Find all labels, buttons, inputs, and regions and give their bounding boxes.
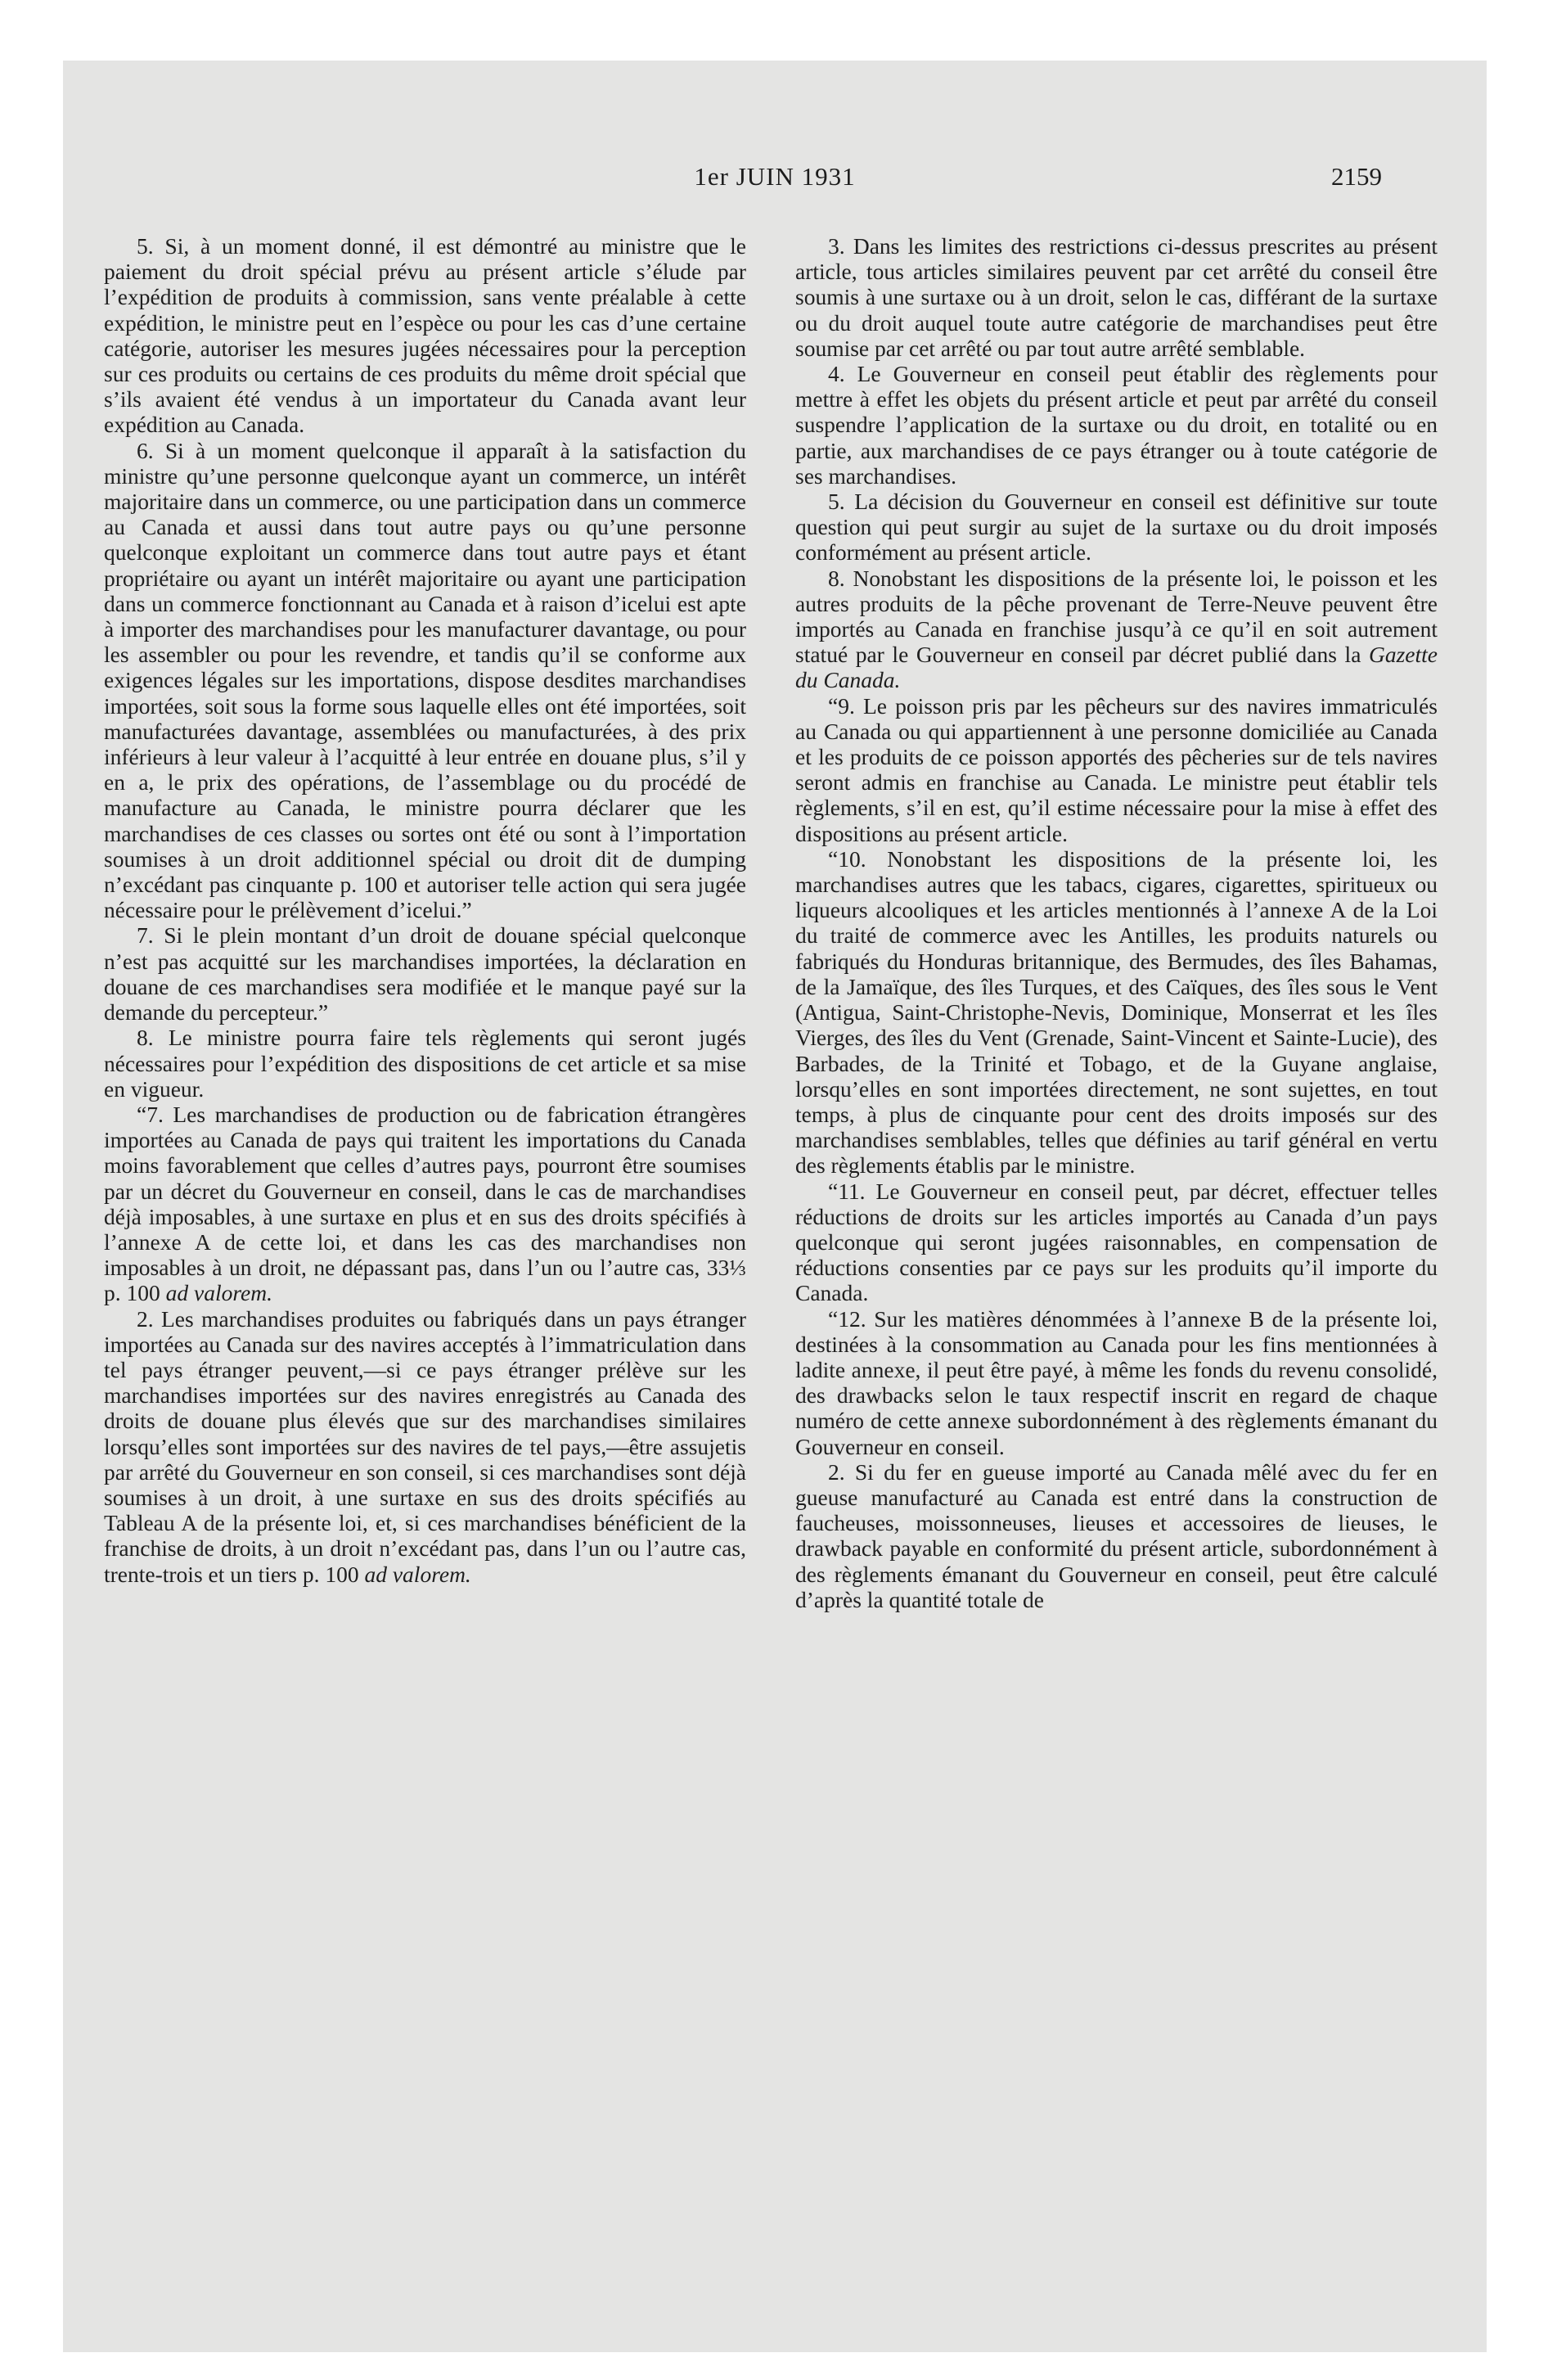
paragraph-text: 8. Nonobstant les dispositions de la présente loi, le poisson et les autres produits de la pêche provenant de Terre-Neuve peuvent être importés au Canada en franchise jusqu’à ce qu’il en soit autrement statué par le Gouverneur en conseil par décret publié dans la (795, 565, 1438, 668)
page-number: 2159 (1331, 162, 1382, 191)
paragraph: “10. Nonobstant les dispositions de la présente loi, les marchandises autres que les tabacs, cigares, cigarettes, spiritueux ou liqueurs alcooliques et les articles mentionnés à l’annexe A de la Loi du traité de commerce avec les Antilles, les produits naturels ou fabriqués du Honduras britannique, des Bermudes, des îles Bahamas, de la Jamaïque, des îles Turques, et des Caïques, des îles sous le Vent (Antigua, Saint-Christophe-Nevis, Dominique, Monserrat et les îles Vierges, des îles du Vent (Grenade, Saint-Vincent et Sainte-Lucie), des Barbades, de la Trinité et Tobago, et de la Guyane anglaise, lorsqu’elles en sont importées directement, ne sont sujettes, en tout temps, à plus de cinquante pour cent des droits imposés sur des marchandises semblables, telles que définies au tarif général en vertu des règlements établis par le ministre. (795, 845, 1438, 1179)
paragraph: 5. Si, à un moment donné, il est démontré au ministre que le paiement du droit spécial prévu au présent article s’élude par l’expédition de produits à commission, sans vente préalable à cette expédition, le ministre peut en l’espèce ou pour les cas d’une certaine catégorie, autoriser les mesures jugées nécessaires pour la perception sur ces produits ou certains de ces produits du même droit spécial que s’ils avaient été vendus à un importateur du Canada avant leur expédition au Canada. (104, 233, 746, 438)
scanned-page (63, 61, 1487, 2352)
paragraph (104, 1306, 746, 1587)
paragraph: “12. Sur les matières dénommées à l’annexe B de la présente loi, destinées à la consommation au Canada pour les fins mentionnées à ladite annexe, il peut être payé, à même les fonds du revenu consolidé, des drawbacks selon le taux respectif inscrit en regard de chaque numéro de cette annexe subordonnément à des règlements émanant du Gouverneur en conseil. (795, 1305, 1438, 1459)
paragraph (795, 566, 1438, 693)
paragraph: “9. Le poisson pris par les pêcheurs sur des navires immatriculés au Canada ou qui appartiennent à une personne domiciliée au Canada et les produits de ce poisson apportés des pêcheries sur de tels navires seront admis en franchise au Canada. Le ministre peut établir tels règlements, s’il en est, qu’il estime nécessaire pour la mise à effet des dispositions au présent article. (795, 692, 1438, 846)
paragraph: 8. Le ministre pourra faire tels règlements qui seront jugés nécessaires pour l’expédition des dispositions de cet article et sa mise en vigueur. (104, 1025, 746, 1102)
right-column (795, 233, 1438, 1612)
paragraph: 4. Le Gouverneur en conseil peut établir des règlements pour mettre à effet les objets du présent article et peut par arrêté du conseil suspendre l’application de la surtaxe ou du droit, en totalité ou en partie, aux marchandises de ce pays étranger ou à toute catégorie de ses marchandises. (795, 361, 1438, 489)
publication-title: Gazette du Canada. (795, 642, 1438, 693)
latin-term: ad valorem. (165, 1280, 272, 1306)
paragraph: “11. Le Gouverneur en conseil peut, par décret, effectuer telles réductions de droits sur les articles importés au Canada d’un pays quelconque qui seront jugées raisonnables, en compensation de réductions consenties par ce pays sur les produits qu’il importe du Canada. (795, 1178, 1438, 1306)
paragraph: 2. Si du fer en gueuse importé au Canada mêlé avec du fer en gueuse manufacturé au Canada est entré dans la construction de faucheuses, moissonneuses, lieuses et accessoires de lieuses, le drawback payable en conformité du présent article, subordonnément à des règlements émanant du Gouverneur en conseil, peut être calculé d’après la quantité totale de (795, 1458, 1438, 1612)
paragraph (104, 1102, 746, 1306)
paragraph: 3. Dans les limites des restrictions ci-dessus prescrites au présent article, tous articles similaires peuvent par cet arrêté du conseil être soumis à une surtaxe ou à un droit, selon le cas, différant de la surtaxe ou du droit auquel toute autre catégorie de marchandises peut être soumise par cet arrêté ou par tout autre arrêté semblable. (795, 233, 1438, 361)
paragraph: 7. Si le plein montant d’un droit de douane spécial quelconque n’est pas acquitté sur les marchandises importées, la déclaration en douane de ces marchandises sera modifiée et le manque payé sur la demande du percepteur.” (104, 922, 746, 1025)
left-column (104, 233, 746, 1587)
header-date: 1er JUIN 1931 (694, 162, 856, 191)
paragraph: 6. Si à un moment quelconque il apparaît à la satisfaction du ministre qu’une personne quelconque ayant un commerce, un intérêt majoritaire dans un commerce, ou une participation dans un commerce au Canada et aussi dans tout autre pays ou qu’une personne quelconque exploitant un commerce dans tout autre pays et étant propriétaire ou ayant un intérêt majoritaire ou ayant une participation dans un commerce fonctionnant au Canada et à raison d’icelui est apte à importer des marchandises pour les manufacturer davantage, ou pour les assembler ou pour les revendre, et tandis qu’il se conforme aux exigences légales sur les importations, dispose desdites marchandises importées, soit sous la forme sous laquelle elles ont été importées, soit manufacturées davantage, assemblées ou manufacturées, à des prix inférieurs à leur valeur à l’acquitté à leur entrée en douane plus, s’il y en a, le prix des opérations, de l’assemblage ou du procédé de manufacture au Canada, le ministre pourra déclarer que les marchandises de ces classes ou sortes ont été ou sont à l’importation soumises à un droit additionnel spécial ou droit dit de dumping n’excédant pas cinquante p. 100 et autoriser telle action qui sera jugée nécessaire pour le prélèvement d’icelui.” (104, 437, 746, 923)
paragraph-text: “7. Les marchandises de production ou de fabrication étrangères importées au Canada de pays qui traitent les importations du Canada moins favorablement que celles d’autres pays, pourront être soumises par un décret du Gouverneur en conseil, dans le cas de marchandises déjà imposables, à une surtaxe en plus et en sus des droits spécifiés à l’annexe A de cette loi, et dans les cas des marchandises non imposables à un droit, ne dépassant pas, dans l’un ou l’autre cas, 33⅓ p. 100 (104, 1101, 746, 1306)
paragraph-text: 2. Les marchandises produites ou fabriqués dans un pays étranger importées au Canada sur des navires acceptés à l’immatriculation dans tel pays étranger peuvent,—si ce pays étranger prélève sur les marchandises importées sur des navires enregistrés au Canada des droits de douane plus élevés que sur des marchandises similaires lorsqu’elles sont importées sur des navires de tel pays,—être assujetis par arrêté du Gouverneur en son conseil, si ces marchandises sont déjà soumises à un droit, à une surtaxe en sus des droits spécifiés au Tableau A de la présente loi, et, si ces marchandises bénéficient de la franchise de droits, à un droit n’excédant pas, dans l’un ou l’autre cas, trente-trois et un tiers p. 100 (104, 1305, 746, 1587)
page-header (63, 162, 1487, 211)
latin-term: ad valorem. (364, 1561, 471, 1587)
paragraph: 5. La décision du Gouverneur en conseil est définitive sur toute question qui peut surgir au sujet de la surtaxe ou du droit imposés conformément au présent article. (795, 489, 1438, 566)
